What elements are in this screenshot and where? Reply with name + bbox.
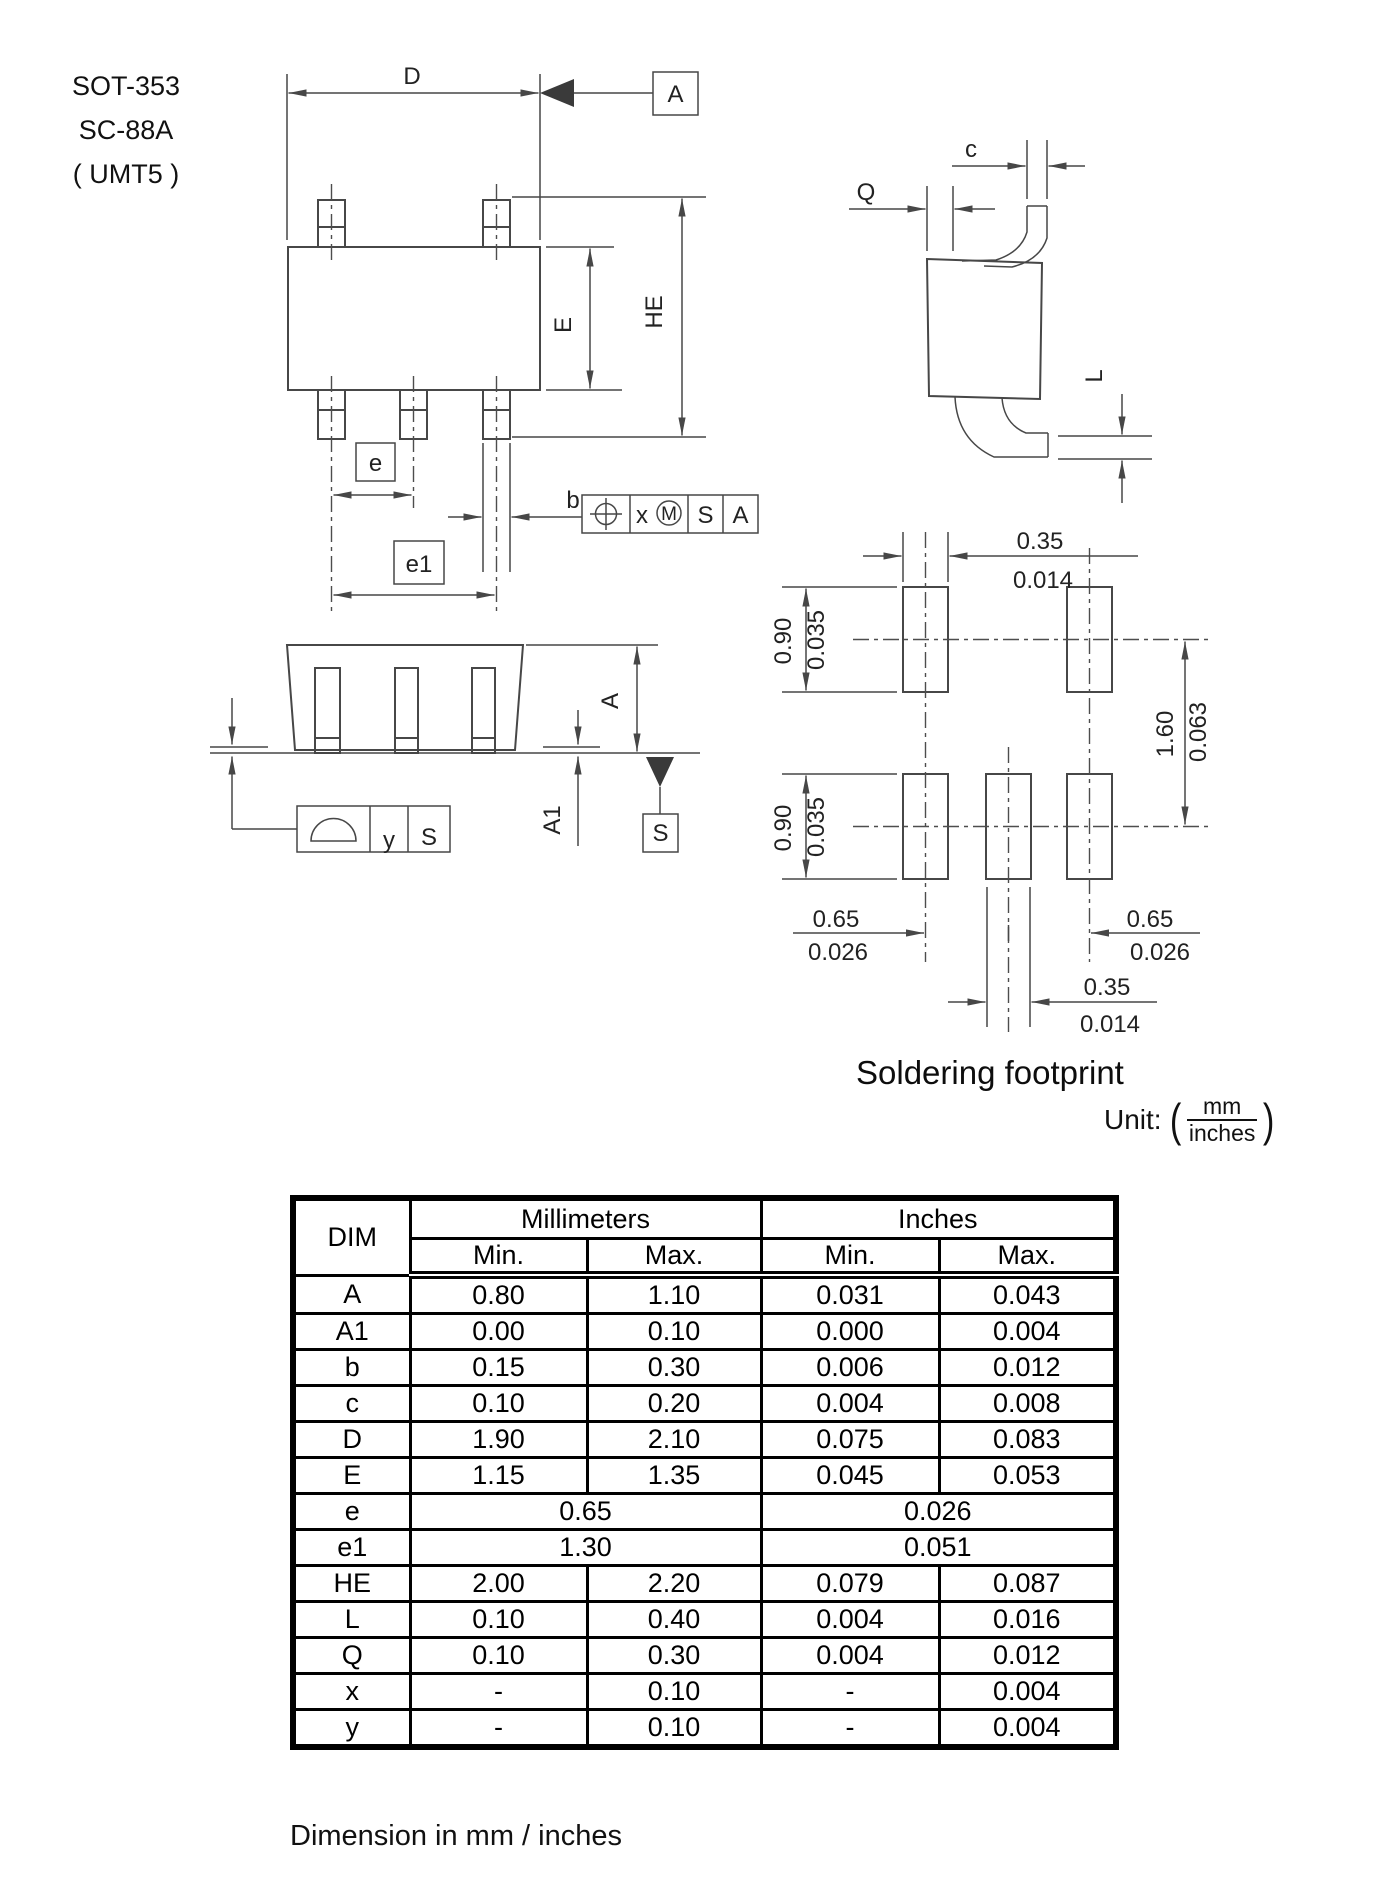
in-min-cell: 0.045 — [761, 1458, 939, 1494]
in-max-cell: 0.043 — [939, 1275, 1116, 1314]
in-min-cell: 0.075 — [761, 1422, 939, 1458]
right-pitch-mm: 0.65 — [1126, 906, 1174, 933]
mm-min-cell: 0.10 — [410, 1386, 587, 1422]
in-min-cell: - — [761, 1674, 939, 1710]
fcf-tolerance-value: x — [636, 502, 648, 529]
dim-cell: c — [293, 1386, 410, 1422]
datum-a-flag-icon — [540, 79, 574, 107]
table-row — [293, 1674, 1116, 1710]
mm-min-cell: - — [410, 1674, 587, 1710]
right-pitch-in: 0.026 — [1129, 939, 1191, 966]
top-pad-width-in: 0.014 — [1012, 567, 1074, 594]
dim-header-cell: DIM — [293, 1198, 410, 1275]
dim-cell: Q — [293, 1638, 410, 1674]
mm-value-cell: 0.65 — [410, 1494, 761, 1530]
close-paren: ) — [1263, 1094, 1275, 1146]
side-view — [849, 136, 1152, 503]
table-row — [293, 1275, 1116, 1314]
in-max-cell: 0.004 — [939, 1710, 1116, 1748]
top-pad-height-mm: 0.90 — [770, 617, 797, 665]
table-subheader-row — [293, 1239, 1116, 1276]
mm-min-cell: 0.00 — [410, 1314, 587, 1350]
mm-max-cell: 0.30 — [587, 1350, 761, 1386]
in-min-cell: 0.004 — [761, 1386, 939, 1422]
in-max-cell: 0.053 — [939, 1458, 1116, 1494]
in-value-cell: 0.051 — [761, 1530, 1116, 1566]
mm-min-cell: 2.00 — [410, 1566, 587, 1602]
mm-max-cell: 2.20 — [587, 1566, 761, 1602]
mm-max-cell: 0.10 — [587, 1710, 761, 1748]
dim-d-label: D — [403, 63, 421, 90]
mm-min-cell: 0.15 — [410, 1350, 587, 1386]
dim-l-label: L — [1081, 369, 1108, 383]
mm-min-cell: 0.80 — [410, 1275, 587, 1314]
unit-inches: inches — [1188, 1120, 1256, 1146]
table-row — [293, 1530, 1116, 1566]
mm-header-cell: Millimeters — [410, 1198, 761, 1239]
dim-a1-label: A1 — [539, 805, 566, 835]
left-pitch-in: 0.026 — [807, 939, 869, 966]
fcf-modifier-letter: M — [661, 504, 677, 525]
mm-max-header: Max. — [587, 1239, 761, 1276]
dimension-note: Dimension in mm / inches — [290, 1820, 622, 1852]
in-max-cell: 0.016 — [939, 1602, 1116, 1638]
dim-c-label: c — [965, 136, 977, 163]
mm-max-cell: 0.20 — [587, 1386, 761, 1422]
left-pitch-mm: 0.65 — [812, 906, 860, 933]
bottom-pad-height-in: 0.035 — [803, 796, 830, 858]
mm-max-cell: 2.10 — [587, 1422, 761, 1458]
in-max-cell: 0.004 — [939, 1674, 1116, 1710]
datum-s-flag-icon — [646, 757, 674, 787]
mm-max-cell: 0.30 — [587, 1638, 761, 1674]
lead-width-b-label: b — [566, 487, 580, 514]
package-name-line: ( UMT5 ) — [72, 159, 180, 189]
in-max-cell: 0.012 — [939, 1350, 1116, 1386]
seating-plane-icon — [311, 819, 356, 842]
mm-max-cell: 0.40 — [587, 1602, 761, 1638]
mm-max-cell: 0.10 — [587, 1674, 761, 1710]
table-row — [293, 1458, 1116, 1494]
dim-he-label: HE — [641, 295, 668, 329]
mm-min-cell: 0.10 — [410, 1638, 587, 1674]
dim-cell: x — [293, 1674, 410, 1710]
in-min-header: Min. — [761, 1239, 939, 1276]
dimension-table-wrap — [290, 1195, 1119, 1750]
bottom-pad-width-mm: 0.35 — [1083, 974, 1131, 1001]
coplanarity-frame — [297, 806, 450, 854]
in-max-cell: 0.012 — [939, 1638, 1116, 1674]
mm-min-header: Min. — [410, 1239, 587, 1276]
seating-datum-label: S — [652, 820, 669, 847]
mmc-modifier-icon — [657, 501, 681, 525]
row-pitch-mm: 1.60 — [1152, 710, 1179, 758]
position-tolerance-frame — [582, 495, 758, 533]
table-row — [293, 1638, 1116, 1674]
mm-value-cell: 1.30 — [410, 1530, 761, 1566]
bottom-pad-height-mm: 0.90 — [770, 804, 797, 852]
table-row — [293, 1566, 1116, 1602]
mm-max-cell: 0.10 — [587, 1314, 761, 1350]
dim-cell: HE — [293, 1566, 410, 1602]
mm-min-cell: 1.90 — [410, 1422, 587, 1458]
package-name-line: SC-88A — [78, 115, 174, 145]
unit-fraction — [1183, 1094, 1261, 1146]
dim-a-label: A — [597, 692, 624, 710]
in-value-cell: 0.026 — [761, 1494, 1116, 1530]
mm-min-cell: - — [410, 1710, 587, 1748]
top-view — [287, 63, 758, 616]
pitch-e1-label: e1 — [405, 551, 433, 578]
in-min-cell: 0.004 — [761, 1602, 939, 1638]
dim-q-label: Q — [856, 179, 876, 206]
dim-cell: E — [293, 1458, 410, 1494]
table-row — [293, 1386, 1116, 1422]
in-min-cell: 0.006 — [761, 1350, 939, 1386]
top-pad-width-mm: 0.35 — [1016, 528, 1064, 555]
soldering-footprint-view — [770, 528, 1213, 1038]
mm-max-cell: 1.10 — [587, 1275, 761, 1314]
dim-cell: L — [293, 1602, 410, 1638]
coplanarity-datum: S — [420, 824, 438, 851]
dim-cell: D — [293, 1422, 410, 1458]
in-min-cell: - — [761, 1710, 939, 1748]
table-header-row — [293, 1198, 1116, 1239]
mm-min-cell: 1.15 — [410, 1458, 587, 1494]
in-max-cell: 0.004 — [939, 1314, 1116, 1350]
row-pitch-in: 0.063 — [1185, 701, 1212, 763]
table-row — [293, 1314, 1116, 1350]
dim-cell: A1 — [293, 1314, 410, 1350]
position-tolerance-icon — [590, 498, 622, 530]
inch-header-cell: Inches — [761, 1198, 1116, 1239]
pitch-e-label: e — [368, 450, 383, 477]
in-min-cell: 0.031 — [761, 1275, 939, 1314]
table-row — [293, 1422, 1116, 1458]
dim-cell: e1 — [293, 1530, 410, 1566]
datum-a-label: A — [667, 81, 684, 108]
table-row — [293, 1602, 1116, 1638]
open-paren: ( — [1169, 1094, 1181, 1146]
dim-e-label: E — [550, 316, 577, 334]
dimension-table — [290, 1195, 1119, 1750]
in-max-cell: 0.008 — [939, 1386, 1116, 1422]
unit-note — [1104, 1094, 1277, 1146]
front-view — [210, 645, 700, 854]
footprint-title: Soldering footprint — [856, 1054, 1124, 1091]
top-pad-height-in: 0.035 — [803, 609, 830, 671]
in-max-header: Max. — [939, 1239, 1116, 1276]
in-max-cell: 0.087 — [939, 1566, 1116, 1602]
coplanarity-value: y — [383, 827, 395, 854]
dim-cell: A — [293, 1275, 410, 1314]
dim-cell: y — [293, 1710, 410, 1748]
dim-cell: b — [293, 1350, 410, 1386]
table-row — [293, 1494, 1116, 1530]
unit-label: Unit: — [1104, 1104, 1162, 1135]
mm-max-cell: 1.35 — [587, 1458, 761, 1494]
unit-mm: mm — [1202, 1093, 1242, 1119]
in-min-cell: 0.079 — [761, 1566, 939, 1602]
fcf-secondary-datum: A — [732, 502, 749, 529]
dim-cell: e — [293, 1494, 410, 1530]
in-min-cell: 0.004 — [761, 1638, 939, 1674]
table-row — [293, 1710, 1116, 1748]
mm-min-cell: 0.10 — [410, 1602, 587, 1638]
bottom-pad-width-in: 0.014 — [1079, 1011, 1141, 1038]
table-row — [293, 1350, 1116, 1386]
package-name-line: SOT-353 — [71, 71, 181, 101]
in-max-cell: 0.083 — [939, 1422, 1116, 1458]
in-min-cell: 0.000 — [761, 1314, 939, 1350]
fcf-primary-datum: S — [697, 502, 714, 529]
